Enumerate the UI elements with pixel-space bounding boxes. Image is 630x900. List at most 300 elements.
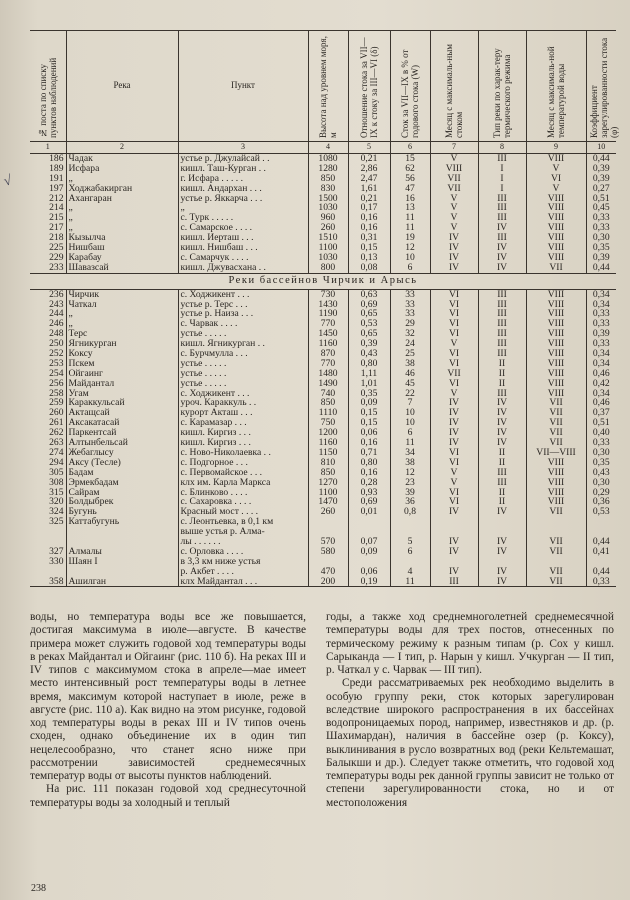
table-cell: IV (478, 398, 526, 408)
table-cell: Шаян I (66, 557, 178, 567)
table-cell: 0,8 (390, 507, 430, 517)
margin-checkmark: √ (2, 173, 14, 190)
table-cell: VIII (526, 339, 586, 349)
table-cell: VIII (526, 468, 586, 478)
table-cell: устье . . . . . (178, 379, 308, 389)
table-cell: II (478, 458, 526, 468)
table-cell: 23 (390, 478, 430, 488)
table-cell: VIII (526, 203, 586, 213)
table-cell: с. Турк . . . . . (178, 213, 308, 223)
table-cell: 0,33 (586, 438, 616, 448)
table-cell: 1030 (308, 253, 348, 263)
table-cell: Кызылча (66, 233, 178, 243)
table-cell: 0,34 (586, 300, 616, 310)
header-flow-percent: Сток за VII—IX в % от годового стока (W) (390, 31, 430, 142)
table-cell: VIII (526, 243, 586, 253)
table-cell: VI (430, 349, 478, 359)
header-altitude: Высота над уровнем моря, м (308, 31, 348, 142)
table-cell: V (430, 468, 478, 478)
table-cell: 0,33 (586, 309, 616, 319)
table-cell: 0,39 (586, 174, 616, 184)
table-cell: 0,34 (586, 289, 616, 299)
table-cell: 246 (49, 318, 64, 330)
table-cell: 0,39 (586, 329, 616, 339)
table-cell: V (430, 213, 478, 223)
table-cell: „ (178, 203, 308, 213)
table-cell: 214 (49, 202, 64, 214)
table-cell: 0,33 (586, 339, 616, 349)
table-cell: Угам (66, 389, 178, 399)
table-cell: 32 (390, 329, 430, 339)
table-cell: „ (66, 203, 178, 213)
table-cell: III (478, 389, 526, 399)
table-cell: III (478, 289, 526, 299)
table-cell: 10 (390, 408, 430, 418)
table-cell: устье р. Наиза . . . (178, 309, 308, 319)
table-cell: 0,35 (586, 458, 616, 468)
table-cell: V (430, 223, 478, 233)
table-cell: 308 (49, 476, 64, 488)
table-cell: 12 (390, 468, 430, 478)
table-cell: 11 (390, 213, 430, 223)
table-cell: IV (478, 408, 526, 418)
table-cell: с. Карамазар . . . (178, 418, 308, 428)
table-cell: 0,09 (348, 398, 390, 408)
paragraph: годы, а также ход среднемноголетней среднемесячной температуры воды для трех постов, отнесенных по термическому режиму к разным типам (р. Сох у кишл. Сарыканда — I тип, р. Нарын у кишл. Учкурган — II тип, р. Чаткал у с. Чарвак — III тип). (326, 611, 614, 676)
table-cell: 830 (308, 184, 348, 194)
table-cell: с. Самарское . . . . (178, 223, 308, 233)
table-cell: 0,17 (348, 203, 390, 213)
table-cell: 0,43 (348, 349, 390, 359)
table-cell: IV (478, 577, 526, 587)
table-cell: 0,34 (586, 349, 616, 359)
table-cell: Алтынбельсай (66, 438, 178, 448)
table-cell: 33 (390, 309, 430, 319)
table-cell: VIII (526, 359, 586, 369)
table-cell: IV (430, 418, 478, 428)
table-cell: VIII (526, 458, 586, 468)
table-cell: VII (526, 507, 586, 517)
table-cell: с. Орловка . . . . (178, 547, 308, 557)
table-cell: 0,53 (586, 507, 616, 517)
table-cell: 244 (49, 308, 64, 320)
table-cell: 47 (390, 184, 430, 194)
table-cell: VII (430, 174, 478, 184)
table-cell: 1150 (308, 448, 348, 458)
header-max-temp-month: Месяц с максималь-ной температурой воды (526, 31, 586, 142)
table-cell (348, 517, 390, 527)
table-cell: 0,15 (348, 243, 390, 253)
header-river: Река (66, 31, 178, 142)
table-cell: III (478, 194, 526, 204)
column-number-row (30, 142, 616, 154)
table-cell: VI (430, 458, 478, 468)
table-cell: IV (478, 263, 526, 273)
table-cell: 259 (49, 397, 64, 409)
table-cell: 0,08 (348, 263, 390, 273)
table-cell: VII (526, 398, 586, 408)
text-column-left (30, 611, 306, 810)
table-cell: IV (430, 243, 478, 253)
paragraph: воды, но температура воды все же повышается, достигая максимума в июле—августе. В качестве примера может служить годовой ход температуры воды в реках Майдантал и Ойгаинг (рис. 110 б). На реках III и IV типов с максимумом стока в апреле—мае имеет место интенсивный рост температуры воды в летнее время, максимум которой наступает в июле, реже в августе (рис. 110 а). Как видно на этом рисунке, годовой ход температуры воды в реках III и IV типов очень сходен, однако объединение их в один тип нецелесообразно, что станет ясно ниже при рассмотрении зависимостей среднемесячных температур воды от высоты пунктов наблюдений. (30, 611, 306, 782)
table-cell: 770 (308, 359, 348, 369)
table-cell: 1200 (308, 428, 348, 438)
table-cell: VI (430, 309, 478, 319)
table-cell: 260 (308, 223, 348, 233)
table-cell: 191 (49, 172, 64, 184)
table-cell: 730 (308, 289, 348, 299)
table-cell: 34 (390, 448, 430, 458)
table-cell: VIII (526, 300, 586, 310)
table-cell: 315 (49, 486, 64, 498)
table-cell: 0,33 (586, 213, 616, 223)
table-cell: Алмалы (66, 547, 178, 557)
table-cell: уроч. Караккуль . . (178, 398, 308, 408)
column-number: 4 (308, 142, 348, 154)
table-cell: II (478, 379, 526, 389)
table-cell: 260 (49, 407, 64, 419)
table-cell: VIII (526, 194, 586, 204)
table-cell: с. Ходжикент . . . (178, 289, 308, 299)
table-cell: VII (526, 537, 586, 547)
table-cell: „ (66, 213, 178, 223)
table-cell: 750 (308, 418, 348, 428)
table-cell: IV (478, 223, 526, 233)
table-cell (30, 527, 66, 537)
table-cell: 25 (390, 349, 430, 359)
page-number: 238 (31, 883, 46, 894)
table-cell: Шавазсай (66, 263, 178, 273)
table-cell: III (478, 213, 526, 223)
table-cell: VIII (526, 154, 586, 164)
paragraph: Среди рассматриваемых рек необходимо выделить в особую группу реки, сток которых зарегулирован вследствие широкого распространения в их бассейнах водопроницаемых пород, например, известняков и др. (р. Шахимардан), наличия в бассейне озер (р. Коксу), выклинивания в русло возвратных вод (реки Кельтемашат, Балыкши и др.). Следует также отметить, что годовой ход температуры воды рек данной группы зависит не только от степени зарегулированности стока, но и от местоположения (326, 677, 614, 809)
table-cell: 740 (308, 389, 348, 399)
table-cell: выше устья р. Алма- (178, 527, 308, 537)
table-cell: IV (430, 428, 478, 438)
table-cell: кишл. Таш-Курган . . (178, 164, 308, 174)
table-cell: II (478, 448, 526, 458)
table-cell: 236 (49, 288, 64, 300)
table-cell: 0,16 (348, 468, 390, 478)
table-cell: VIII (526, 309, 586, 319)
table-cell: 0,21 (348, 194, 390, 204)
table-cell: „ (66, 174, 178, 184)
table-cell: IV (430, 567, 478, 577)
table-cell: VI (526, 174, 586, 184)
column-number: 2 (66, 142, 178, 154)
table-cell: кишл. Джувасхана . . (178, 263, 308, 273)
table-cell: 1110 (308, 408, 348, 418)
table-cell: 1270 (308, 478, 348, 488)
table-cell: 11 (390, 223, 430, 233)
table-cell: 470 (308, 567, 348, 577)
table-cell: Аксу (Тесле) (66, 458, 178, 468)
table-cell (308, 517, 348, 527)
table-cell: 1280 (308, 164, 348, 174)
table-cell: 1080 (308, 154, 348, 164)
table-cell (430, 517, 478, 527)
table-cell: 1160 (308, 438, 348, 448)
table-cell: 0,53 (348, 319, 390, 329)
table-cell: „ (66, 319, 178, 329)
table-cell: 0,27 (586, 184, 616, 194)
table-cell: 261 (49, 417, 64, 429)
table-cell: 33 (390, 289, 430, 299)
table-cell: 36 (390, 497, 430, 507)
table-cell: 570 (308, 537, 348, 547)
table-cell: Майдантал (66, 379, 178, 389)
table-cell: III (478, 300, 526, 310)
table-cell: II (478, 488, 526, 498)
table-cell: VII (526, 577, 586, 587)
table-cell: VII—VIII (526, 448, 586, 458)
table-cell: Красный мост . . . . (178, 507, 308, 517)
table-cell: 0,30 (586, 448, 616, 458)
table-cell: VI (430, 319, 478, 329)
table-cell: Чирчик (66, 289, 178, 299)
table-cell: 0,30 (586, 233, 616, 243)
table-cell: 186 (49, 153, 64, 164)
table-cell: устье р. Терс . . . (178, 300, 308, 310)
column-number: 5 (348, 142, 390, 154)
table-cell: с. Чарвак . . . . (178, 319, 308, 329)
table-cell: лы . . . . . . (178, 537, 308, 547)
table-cell: 0,63 (348, 289, 390, 299)
table-cell: VII (526, 263, 586, 273)
table-cell: 850 (308, 174, 348, 184)
table-cell: 0,44 (586, 154, 616, 164)
table-cell: 320 (49, 496, 64, 508)
table-cell: 217 (49, 222, 64, 234)
table-cell: Ходжабакирган (66, 184, 178, 194)
table-cell: 850 (308, 398, 348, 408)
table-cell: устье р. Яккарча . . . (178, 194, 308, 204)
table-cell: V (430, 339, 478, 349)
table-cell: 197 (49, 182, 64, 194)
table-cell: 24 (390, 339, 430, 349)
table-cell: 0,30 (586, 478, 616, 488)
table-cell: 0,01 (348, 507, 390, 517)
table-cell: 0,43 (586, 468, 616, 478)
table-cell: 0,21 (348, 154, 390, 164)
table-cell: 29 (390, 319, 430, 329)
table-cell: 16 (390, 194, 430, 204)
table-row (30, 263, 616, 273)
table-cell: 45 (390, 379, 430, 389)
table-cell: 0,35 (586, 243, 616, 253)
table-cell: 233 (30, 263, 66, 273)
table-cell: III (478, 319, 526, 329)
table-cell: III (478, 233, 526, 243)
table-cell: 0,69 (348, 300, 390, 310)
table-cell: 1190 (308, 309, 348, 319)
table-cell: IV (430, 438, 478, 448)
table-cell: V (430, 389, 478, 399)
table-cell: VII (526, 408, 586, 418)
table-cell: 15 (390, 154, 430, 164)
table-cell: 229 (49, 251, 64, 263)
table-cell: 330 (49, 555, 64, 567)
table-cell: Аксакатасай (66, 418, 178, 428)
table-cell: 0,41 (586, 547, 616, 557)
table-cell: III (478, 203, 526, 213)
table-cell: Терс (66, 329, 178, 339)
table-cell: VI (430, 329, 478, 339)
table-cell: 0,80 (348, 359, 390, 369)
column-number: 7 (430, 142, 478, 154)
table-cell: 6 (390, 263, 430, 273)
table-cell: 260 (308, 507, 348, 517)
table-cell: VIII (526, 379, 586, 389)
header-max-flow-month: Месяц с максималь-ным стоком (430, 31, 478, 142)
table-cell: 1510 (308, 233, 348, 243)
table-cell: 0,39 (586, 253, 616, 263)
table-cell: 0,28 (348, 478, 390, 488)
table-cell: клх им. Карла Маркса (178, 478, 308, 488)
table-cell: 1,01 (348, 379, 390, 389)
table-cell: IV (430, 547, 478, 557)
table-cell: VIII (526, 488, 586, 498)
table-cell: III (478, 309, 526, 319)
table-cell (390, 517, 430, 527)
table-cell: III (478, 478, 526, 488)
table-cell: 0,46 (586, 398, 616, 408)
table-cell: 256 (49, 377, 64, 389)
table-cell: III (478, 154, 526, 164)
table-cell: VI (430, 448, 478, 458)
table-cell: 0,42 (586, 379, 616, 389)
table-cell: 0,69 (348, 497, 390, 507)
table-cell: 1100 (308, 243, 348, 253)
table-cell: 39 (390, 488, 430, 498)
table-cell: 46 (390, 369, 430, 379)
table-cell: IV (430, 398, 478, 408)
table-cell: Бугунь (66, 507, 178, 517)
table-cell: 324 (49, 506, 64, 518)
table-cell: IV (478, 438, 526, 448)
table-cell: устье р. Джулайсай . . (178, 154, 308, 164)
table-cell: 0,29 (586, 488, 616, 498)
table-cell: Паркентсай (66, 428, 178, 438)
table-cell: V (430, 478, 478, 488)
table-cell: 6 (390, 547, 430, 557)
table-cell: VII (430, 184, 478, 194)
table-cell: 0,39 (348, 339, 390, 349)
table-cell: 1490 (308, 379, 348, 389)
table-cell: Карабау (66, 253, 178, 263)
header-regulation-coef: Коэффициент зарегулированности стока (φ) (586, 31, 616, 142)
table-cell: 0,33 (586, 223, 616, 233)
table-cell: с. Сахаровка . . . . (178, 497, 308, 507)
table-row (30, 547, 616, 557)
table-cell: 200 (308, 577, 348, 587)
table-cell: VIII (526, 289, 586, 299)
table-cell: Чаткал (66, 300, 178, 310)
table-cell: 0,34 (586, 359, 616, 369)
table-cell: 770 (308, 319, 348, 329)
table-cell: кишл. Иерташ . . . (178, 233, 308, 243)
table-cell: 0,15 (348, 408, 390, 418)
table-cell: IV (478, 567, 526, 577)
table-cell: II (478, 497, 526, 507)
table-cell: V (430, 203, 478, 213)
table-cell (526, 517, 586, 527)
table-cell: IV (430, 507, 478, 517)
table-cell: 2,86 (348, 164, 390, 174)
table-cell: IV (478, 537, 526, 547)
table-cell: III (478, 339, 526, 349)
table-cell: 1,61 (348, 184, 390, 194)
table-cell: 19 (390, 233, 430, 243)
table-cell: 12 (390, 243, 430, 253)
table-cell: 0,31 (348, 233, 390, 243)
table-cell: кишл. Нишбаш . . . (178, 243, 308, 253)
table-cell: II (478, 359, 526, 369)
table-cell: с. Подгорное . . . (178, 458, 308, 468)
table-cell: IV (430, 537, 478, 547)
hydrology-table (30, 30, 619, 587)
table-row (30, 517, 616, 527)
table-cell: III (478, 468, 526, 478)
table-cell: V (430, 154, 478, 164)
table-cell: VIII (526, 233, 586, 243)
header-post-number: № поста по списку пунктов наблюдений (30, 31, 66, 142)
table-cell: VII (526, 547, 586, 557)
table-cell: IV (478, 418, 526, 428)
table-cell: 1430 (308, 300, 348, 310)
table-cell: с. Блинково . . . . (178, 488, 308, 498)
table-cell: 1160 (308, 339, 348, 349)
table-cell: Нишбаш (66, 243, 178, 253)
table-cell: VIII (526, 329, 586, 339)
table-cell: V (526, 184, 586, 194)
table-cell: 0,44 (586, 537, 616, 547)
table-cell: 870 (308, 349, 348, 359)
table-cell: 358 (30, 577, 66, 587)
table-cell: Эрмекбадам (66, 478, 178, 488)
table-cell: 13 (390, 203, 430, 213)
table-cell: Исфара (66, 164, 178, 174)
table-cell: 6 (390, 428, 430, 438)
table-cell: V (430, 194, 478, 204)
table-cell: 2,47 (348, 174, 390, 184)
table-cell: VI (430, 379, 478, 389)
table-cell: в 3,3 км ниже устья (178, 557, 308, 567)
table-cell: Актащсай (66, 408, 178, 418)
table-cell: 212 (49, 192, 64, 204)
table-cell: с. Самарчук . . . . (178, 253, 308, 263)
table-cell: IV (430, 233, 478, 243)
table-cell: 5 (390, 537, 430, 547)
table-cell: 0,16 (348, 438, 390, 448)
table-cell: р. Акбет . . . . (178, 567, 308, 577)
table-cell: 10 (390, 418, 430, 428)
table-cell: 254 (49, 367, 64, 379)
table-cell: „ (66, 223, 178, 233)
table-cell: кишл. Киргиз . . . (178, 438, 308, 448)
table-cell: кишл. Киргиз . . . (178, 428, 308, 438)
table-cell: Караккульсай (66, 398, 178, 408)
table-cell: клх Майдантал . . . (178, 577, 308, 587)
table-cell: IV (478, 253, 526, 263)
paragraph: На рис. 111 показан годовой ход среднесуточной температуры воды за холодный и теплый (30, 783, 306, 809)
table-cell: Жебаглысу (66, 448, 178, 458)
table-cell: 0,93 (348, 488, 390, 498)
table-cell: 1450 (308, 329, 348, 339)
table-cell: 1030 (308, 203, 348, 213)
table-cell: VI (430, 289, 478, 299)
table-cell: 0,09 (348, 547, 390, 557)
